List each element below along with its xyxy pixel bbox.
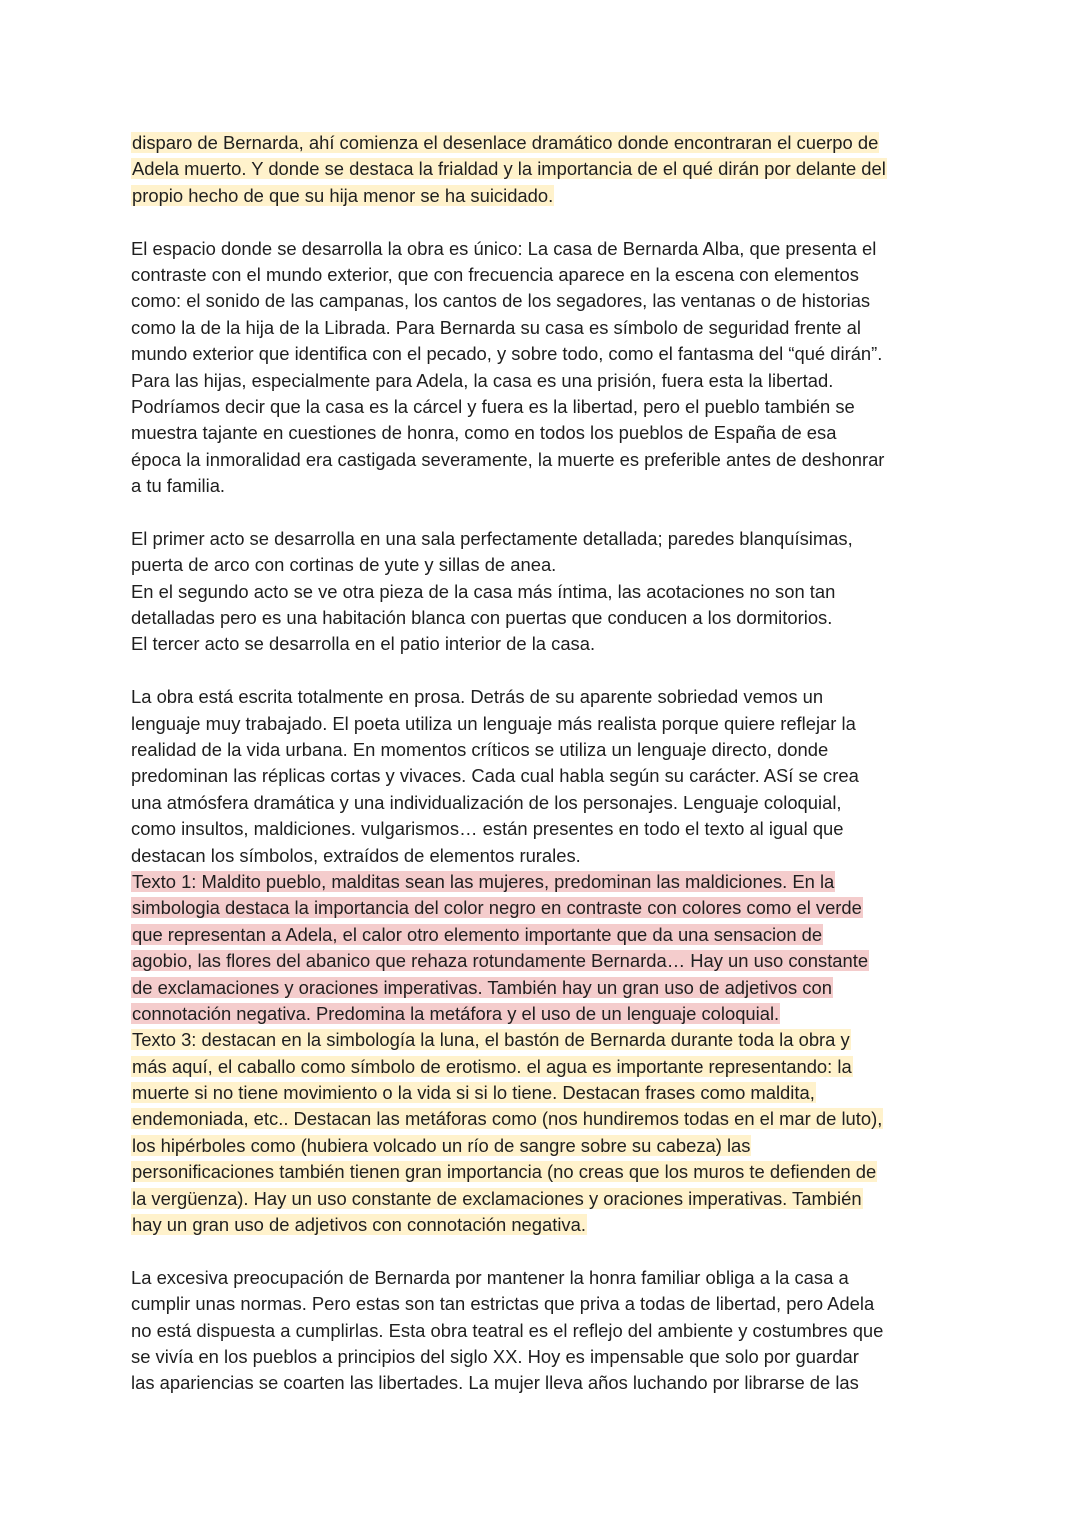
text-line: Para las hijas, especialmente para Adela, la casa es una prisión, fuera esta la libertad. [131, 369, 834, 391]
text-line: contraste con el mundo exterior, que con frecuencia aparece en la escena con elementos [131, 263, 859, 285]
text-line: la vergüenza). Hay un uso constante de exclamaciones y oraciones imperativas. También [132, 1187, 862, 1209]
text-line: a tu familia. [131, 475, 226, 497]
paragraph-language [131, 684, 961, 869]
text-line: En el segundo acto se ve otra pieza de la casa más íntima, las acotaciones no son tan [131, 580, 836, 602]
text-line: propio hecho de que su hija menor se ha suicidado. [132, 184, 554, 206]
document-body [131, 130, 961, 1397]
text-line: personificaciones también tienen gran importancia (no creas que los muros te defienden de [132, 1161, 877, 1183]
text-line: agobio, las flores del abanico que rehaza rotundamente Bernarda… Hay un uso constante [132, 950, 869, 972]
text-line: endemoniada, etc.. Destacan las metáforas como (nos hundiremos todas en el mar de luto), [132, 1108, 883, 1130]
text-line: Texto 1: Maldito pueblo, malditas sean las mujeres, predominan las maldiciones. En la [132, 870, 835, 892]
text-line: Adela muerto. Y donde se destaca la frialdad y la importancia de el qué dirán por delante del [132, 158, 886, 180]
text-line: no está dispuesta a cumplirlas. Esta obra teatral es el reflejo del ambiente y costumbres que [131, 1319, 884, 1341]
paragraph-texto-1 [131, 869, 961, 1027]
paragraph-space-description [131, 236, 961, 500]
text-line: como insultos, maldiciones. vulgarismos… están presentes en todo el texto al igual que [131, 818, 844, 840]
text-line: predominan las réplicas cortas y vivaces. Cada cual habla según su carácter. ASí se crea [131, 765, 859, 787]
text-line: detalladas pero es una habitación blanca con puertas que conducen a los dormitorios. [131, 607, 833, 629]
text-line: puerta de arco con cortinas de yute y sillas de anea. [131, 554, 557, 576]
text-line: destacan los símbolos, extraídos de elementos rurales. [131, 844, 581, 866]
text-line: los hipérboles como (hubiera volcado un río de sangre sobre su cabeza) las [132, 1134, 751, 1156]
text-line: La excesiva preocupación de Bernarda por mantener la honra familiar obliga a la casa a [131, 1266, 849, 1288]
text-line: mundo exterior que identifica con el pecado, y sobre todo, como el fantasma del “qué dirán”. [131, 343, 883, 365]
text-line: las apariencias se coarten las libertades. La mujer lleva años luchando por librarse de las [131, 1372, 859, 1394]
text-line: época la inmoralidad era castigada severamente, la muerte es preferible antes de deshonrar [131, 448, 885, 470]
text-line: El espacio donde se desarrolla la obra es único: La casa de Bernarda Alba, que presenta el [131, 237, 877, 259]
text-line: de exclamaciones y oraciones imperativas. También hay un gran uso de adjetivos con [132, 976, 832, 998]
text-line: más aquí, el caballo como símbolo de erotismo. el agua es importante representando: la [132, 1055, 852, 1077]
paragraph-conclusion [131, 1265, 961, 1397]
text-line: Podríamos decir que la casa es la cárcel y fuera es la libertad, pero el pueblo también se [131, 395, 855, 417]
text-line: realidad de la vida urbana. En momentos críticos se utiliza un lenguaje directo, donde [131, 738, 829, 760]
text-line: disparo de Bernarda, ahí comienza el desenlace dramático donde encontraran el cuerpo de [132, 132, 879, 153]
text-line: Texto 3: destacan en la simbología la luna, el bastón de Bernarda durante toda la obra y [132, 1029, 850, 1051]
text-line: muerte si no tiene movimiento o la vida si si lo tiene. Destacan frases como maldita, [132, 1082, 815, 1104]
text-line: lenguaje muy trabajado. El poeta utiliza un lenguaje más realista porque quiere reflejar la [131, 712, 856, 734]
text-line: El tercer acto se desarrolla en el patio interior de la casa. [131, 633, 596, 655]
paragraph-spacer [131, 1238, 961, 1264]
text-line: cumplir unas normas. Pero estas son tan estrictas que priva a todas de libertad, pero Adela [131, 1293, 875, 1315]
paragraph-texto-3 [131, 1027, 961, 1238]
text-line: se vivía en los pueblos a principios del siglo XX. Hoy es impensable que solo por guardar [131, 1345, 859, 1367]
text-line: como: el sonido de las campanas, los cantos de los segadores, las ventanas o de historias [131, 290, 871, 312]
text-line: connotación negativa. Predomina la metáfora y el uso de un lenguaje coloquial. [132, 1002, 780, 1024]
paragraph-acts-description [131, 526, 961, 658]
paragraph-spacer [131, 499, 961, 525]
text-line: como la de la hija de la Librada. Para Bernarda su casa es símbolo de seguridad frente al [131, 316, 861, 338]
paragraph-ending-summary [131, 130, 961, 209]
text-line: una atmósfera dramática y una individualización de los personajes. Lenguaje coloquial, [131, 791, 842, 813]
paragraph-spacer [131, 658, 961, 684]
text-line: El primer acto se desarrolla en una sala perfectamente detallada; paredes blanquísimas, [131, 527, 853, 549]
text-line: que representan a Adela, el calor otro elemento importante que da una sensacion de [132, 923, 823, 945]
text-line: La obra está escrita totalmente en prosa. Detrás de su aparente sobriedad vemos un [131, 686, 824, 708]
paragraph-spacer [131, 209, 961, 235]
text-line: hay un gran uso de adjetivos con connotación negativa. [132, 1214, 586, 1236]
text-line: muestra tajante en cuestiones de honra, como en todos los pueblos de España de esa [131, 422, 837, 444]
text-line: simbologia destaca la importancia del color negro en contraste con colores como el verde [132, 897, 862, 919]
